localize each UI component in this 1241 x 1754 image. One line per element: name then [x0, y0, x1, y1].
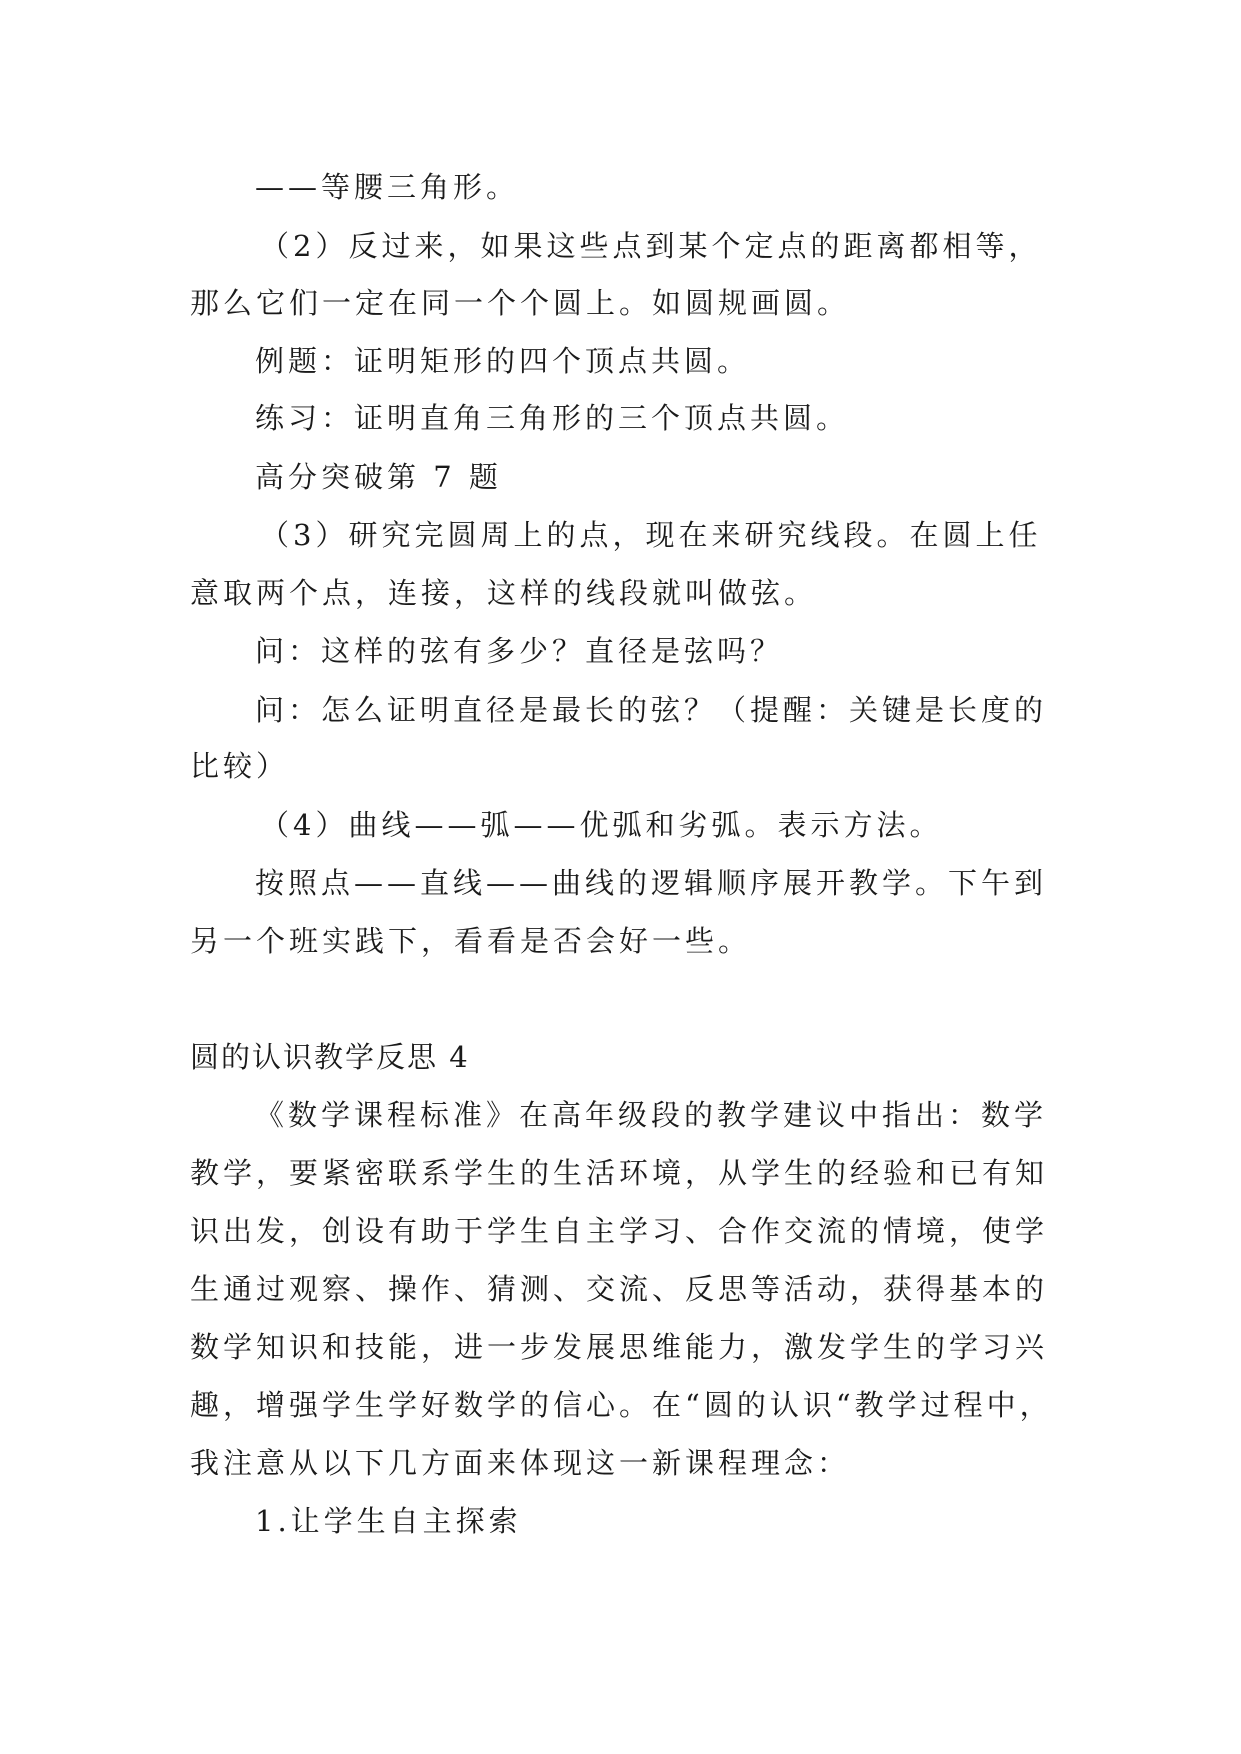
text-line: ——等腰三角形。 [255, 170, 520, 204]
text-line: 练习：证明直角三角形的三个顶点共圆。 [255, 401, 850, 435]
text-line: 按照点——直线——曲线的逻辑顺序展开教学。下午到 [255, 866, 1048, 900]
text-line: 趣，增强学生学好数学的信心。在“圆的认识“教学过程中， [190, 1388, 1053, 1422]
text-line: 我注意从以下几方面来体现这一新课程理念： [190, 1446, 851, 1480]
text-line: 比较） [190, 749, 290, 783]
text-line: 数学知识和技能，进一步发展思维能力，激发学生的学习兴 [190, 1330, 1049, 1364]
text-line: 另一个班实践下，看看是否会好一些。 [190, 924, 752, 958]
text-line: （4）曲线——弧——优弧和劣弧。表示方法。 [260, 808, 943, 842]
text-line: 问：这样的弦有多少？直径是弦吗？ [255, 634, 784, 668]
text-line: 高分突破第 7 题 [255, 460, 502, 494]
text-line: （3）研究完圆周上的点，现在来研究线段。在圆上任 [260, 518, 1042, 552]
text-line: 问：怎么证明直径是最长的弦？（提醒：关键是长度的 [255, 693, 1048, 727]
text-line: 教学，要紧密联系学生的生活环境，从学生的经验和已有知 [190, 1156, 1049, 1190]
list-item: 1.让学生自主探索 [255, 1504, 522, 1538]
text-line: 例题：证明矩形的四个顶点共圆。 [255, 344, 751, 378]
text-line: 意取两个点，连接，这样的线段就叫做弦。 [190, 576, 818, 610]
text-line: 识出发，创设有助于学生自主学习、合作交流的情境，使学 [190, 1214, 1049, 1248]
text-line: 《数学课程标准》在高年级段的教学建议中指出：数学 [255, 1098, 1048, 1132]
text-line: 生通过观察、操作、猜测、交流、反思等活动，获得基本的 [190, 1272, 1049, 1306]
section-heading: 圆的认识教学反思 4 [190, 1040, 470, 1074]
text-line: （2）反过来，如果这些点到某个定点的距离都相等， [260, 229, 1042, 263]
text-line: 那么它们一定在同一个个圆上。如圆规画圆。 [190, 286, 851, 320]
